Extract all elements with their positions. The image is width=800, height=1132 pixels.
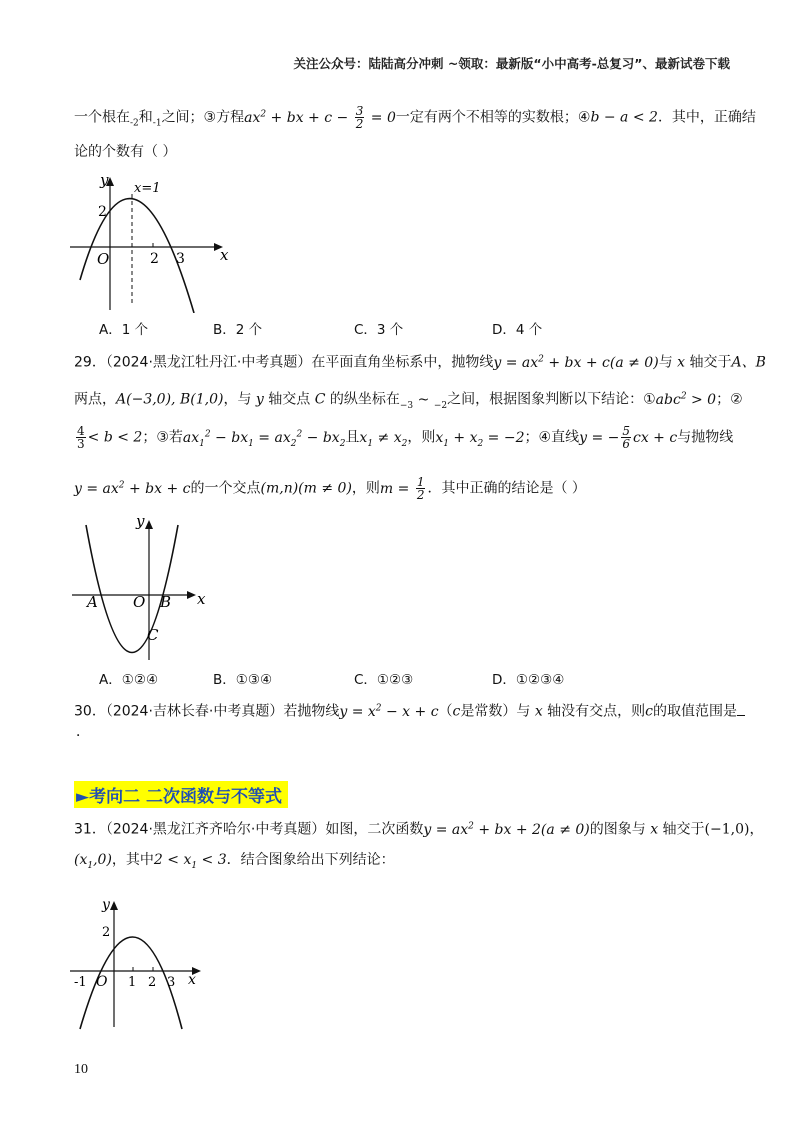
- q29-y-label: y: [136, 512, 145, 530]
- q29-cond-eq: $ax_1^2 - bx_1 = ax_2^2 - bx_2$: [182, 429, 346, 449]
- q31-line1: [74, 816, 763, 840]
- q29-line4: [74, 475, 586, 501]
- q29-x-var: x: [672, 354, 690, 371]
- q28-option-d[interactable]: D．4 个: [492, 322, 543, 338]
- q31-x-label: x: [188, 972, 196, 988]
- q30-text-a: 若抛物线: [283, 703, 340, 720]
- q29-text-d: 两点，: [74, 391, 116, 408]
- q28-option-b[interactable]: B．2 个: [213, 322, 263, 338]
- q31-tick-2: 2: [148, 975, 157, 990]
- q30-equation: $y = x^2 - x + c$: [339, 703, 439, 720]
- q30-c-var: c: [452, 703, 461, 720]
- page-header: 关注公众号：陆陆高分冲刺 ~领取：最新版“小中高考-总复习”、最新试卷下载: [293, 56, 730, 71]
- q30-source: （2024·吉林长春·中考真题）: [105, 703, 284, 720]
- q31-text-a: 如图，二次函数: [325, 821, 424, 838]
- q29-point-c: C: [147, 626, 159, 644]
- q29-frac-4-3: $\frac{4}{3}$: [77, 424, 85, 452]
- q30-c-var-2: c: [645, 703, 654, 720]
- q29-abc: abc$^2$ > 0: [655, 391, 717, 408]
- q29-text-c: 轴交于: [689, 354, 732, 371]
- q29-text-a: 在平面直角坐标系中，抛物线: [311, 354, 494, 371]
- q31-parabola-graph: [70, 895, 210, 1030]
- q28-y-label: y: [100, 171, 109, 189]
- q29-range: $_{-3}$ ~ $_{-2}$: [399, 391, 448, 411]
- q29-text-q: ．其中正确的结论是（ ）: [427, 480, 586, 497]
- q28-parabola-graph: [70, 168, 235, 313]
- q30-text-e: 的取值范围是: [653, 703, 738, 720]
- q29-x-label: x: [197, 590, 206, 608]
- q29-option-d[interactable]: D．①②③④: [492, 672, 565, 688]
- q31-range: $2 < x_1 < 3$: [153, 852, 227, 871]
- q28-text-d: ．其中，正确结: [657, 109, 756, 126]
- q28-x-label: x: [220, 246, 229, 264]
- q29-b-range: < b < 2: [87, 429, 143, 446]
- q28-text-a: 一个根在: [74, 109, 130, 126]
- q29-y-arrow: [145, 520, 153, 529]
- q29-line-eq: y = − $\frac{5}{6}$ cx + c: [579, 424, 678, 452]
- q29-x-arrow: [187, 591, 196, 599]
- q29-y-var: y: [251, 391, 269, 408]
- q28-text-and: 和: [138, 109, 153, 126]
- q29-text-f: 轴交点: [268, 391, 311, 408]
- q29-source: （2024·黑龙江牡丹江·中考真题）: [105, 354, 312, 371]
- q29-text-b: 与: [658, 354, 673, 371]
- q31-point-2: $(x_1,0)$: [74, 852, 112, 871]
- q28-y-intercept: 2: [98, 204, 107, 220]
- q31-text-d: ，其中: [111, 852, 154, 868]
- q29-option-c[interactable]: C．①②③: [354, 672, 414, 688]
- q31-y-intercept: 2: [102, 925, 111, 940]
- q28-tick-2: 2: [150, 251, 159, 267]
- q31-tick-1: 1: [128, 975, 137, 990]
- q30-number: 30．: [74, 703, 106, 720]
- q29-c-var: C: [310, 391, 330, 408]
- q29-point-mn: (m,n)(m ≠ 0): [260, 480, 352, 497]
- q29-text-i: ；②: [716, 391, 743, 408]
- q30-text-b: （: [438, 703, 453, 720]
- q31-number: 31．: [74, 821, 106, 838]
- q28-equation: $ax^2$ + bx + c − $\frac{3}{2}$ = 0: [244, 104, 396, 132]
- q29-sum: $x_1 + x_2 = -2$: [435, 429, 525, 449]
- q29-parabola-graph: [72, 510, 212, 660]
- q28-text-b: 之间；③方程: [161, 109, 245, 126]
- q30-line1: [74, 698, 745, 722]
- q29-neq: $x_1 \ne x_2$: [359, 429, 408, 449]
- q29-option-a[interactable]: A．①②④: [99, 672, 159, 688]
- q28-origin-label: O: [97, 250, 110, 268]
- q29-text-k: 且: [345, 429, 360, 446]
- q29-line3: [74, 424, 733, 453]
- q28-neg2: -2: [130, 118, 139, 129]
- q31-text-c: 轴交于: [662, 821, 705, 838]
- q31-tick-neg1: -1: [74, 975, 87, 990]
- q30-text-d: 轴没有交点，则: [547, 703, 646, 720]
- q29-text-l: ，则: [407, 429, 436, 446]
- q29-number: 29．: [74, 354, 106, 371]
- q31-line2: [74, 850, 395, 876]
- q29-text-m: ；④直线: [524, 429, 580, 446]
- q29-point-b: B: [160, 593, 172, 611]
- q29-line2: [74, 386, 743, 415]
- q31-point-1: (−1,0)，: [704, 821, 764, 838]
- q28-ineq: b − a < 2: [590, 109, 658, 126]
- q29-point-a: A: [87, 593, 98, 611]
- q28-tick-3: 3: [176, 251, 185, 267]
- q29-text-g: 的纵坐标在: [329, 391, 400, 408]
- q29-text-j: ；③若: [142, 429, 183, 446]
- q30-text-c: 是常数）与: [460, 703, 531, 720]
- q29-text-h: 之间，根据图象判断以下结论：①: [447, 391, 656, 408]
- q28-sym-label: x=1: [134, 181, 161, 196]
- q29-text-e: ，与: [223, 391, 252, 408]
- q28-option-c[interactable]: C．3 个: [354, 322, 404, 338]
- q28-line1: [74, 104, 756, 133]
- q29-parabola-eq: $y = ax^2$ + bx + c(a ≠ 0): [493, 354, 659, 371]
- q31-text-b: 的图象与: [589, 821, 646, 838]
- q28-option-a[interactable]: A．1 个: [99, 322, 149, 338]
- q31-x-var: x: [645, 821, 663, 838]
- q30-line2: ．: [76, 724, 90, 740]
- q31-y-arrow: [110, 901, 118, 910]
- q29-line1: [74, 349, 766, 373]
- q29-points-ab: A、B: [731, 354, 766, 371]
- q29-text-p: ，则: [351, 480, 380, 497]
- q30-x-var: x: [530, 703, 548, 720]
- q29-text-o: 的一个交点: [190, 480, 261, 497]
- q29-m-value: m = $\frac{1}{2}$: [379, 475, 425, 503]
- q29-option-b[interactable]: B．①③④: [213, 672, 273, 688]
- q31-origin-label: O: [96, 974, 108, 990]
- section-title: ►考向二 二次函数与不等式: [74, 781, 288, 808]
- q31-text-e: ．结合图象给出下列结论：: [226, 852, 395, 868]
- q29-parabola-eq-2: $y = ax^2$ + bx + c: [74, 480, 191, 497]
- q28-line2: 论的个数有（ ）: [74, 144, 177, 160]
- q30-answer-blank[interactable]: [737, 715, 745, 716]
- q31-tick-3: 3: [167, 975, 176, 990]
- q31-y-label: y: [102, 897, 110, 913]
- q29-coords: A(−3,0), B(1,0): [116, 391, 224, 408]
- q29-origin-label: O: [133, 593, 146, 611]
- q31-source: （2024·黑龙江齐齐哈尔·中考真题）: [105, 821, 326, 838]
- q28-text-c: 一定有两个不相等的实数根；④: [395, 109, 591, 126]
- q28-neg1: -1: [152, 118, 162, 129]
- page-number: 10: [74, 1062, 88, 1077]
- q31-equation: $y = ax^2$ + bx + 2(a ≠ 0): [423, 821, 590, 838]
- q29-text-n: 与抛物线: [677, 429, 734, 446]
- q29-parabola-curve: [86, 525, 178, 653]
